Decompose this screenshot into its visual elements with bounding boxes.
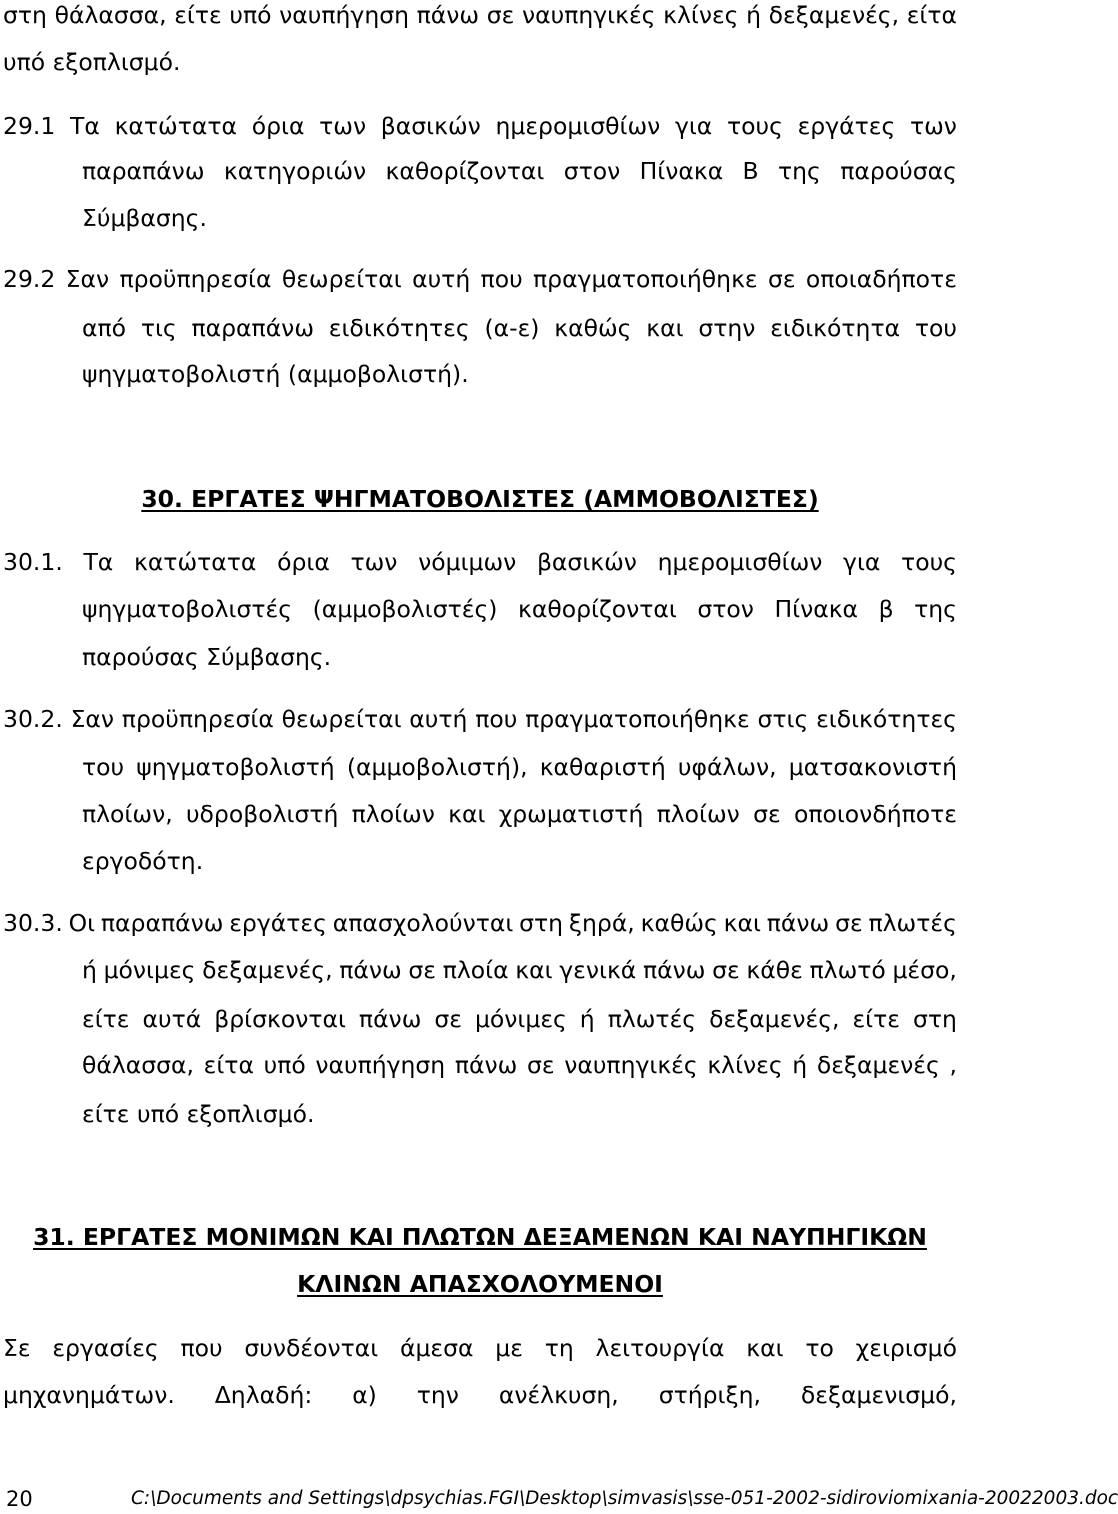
word: παραπάνω: [191, 314, 314, 342]
text-line: [82, 799, 957, 829]
word: του: [914, 314, 957, 342]
word: ειδικότητες: [816, 705, 957, 733]
word: το: [805, 1334, 834, 1362]
word: Δηλαδή:: [214, 1381, 313, 1409]
word: που: [480, 265, 523, 293]
word: κατώτατα: [114, 112, 238, 140]
word: πάνω: [766, 909, 830, 937]
word: ή: [82, 956, 97, 984]
word: καθορίζονται: [385, 157, 545, 185]
word: ή: [746, 1, 761, 29]
word: εργάτες: [229, 909, 327, 937]
word: πλωτό: [809, 956, 886, 984]
word: πλωτές: [868, 909, 957, 937]
word: από: [82, 314, 127, 342]
text-line: [3, 1380, 957, 1410]
word: που: [180, 1334, 223, 1362]
word: μόνιμες: [474, 1005, 567, 1033]
word: α): [352, 1381, 377, 1409]
word: ψηγματοβολιστές: [82, 595, 293, 623]
text-line: ψηγματοβολιστή (αμμοβολιστή).: [82, 360, 469, 388]
text-line: [82, 156, 957, 186]
word: σε: [767, 265, 796, 293]
word: καθώς: [640, 909, 718, 937]
text-line: [3, 111, 957, 141]
word: ανέλκυση,: [498, 1381, 619, 1409]
text-line: Σύμβασης.: [82, 204, 207, 232]
text-line: [82, 1050, 957, 1080]
word: οποιαδήποτε: [805, 265, 957, 293]
word: πλοίων,: [82, 800, 173, 828]
word: στη: [912, 1005, 957, 1033]
word: της: [778, 157, 821, 185]
word: βασικών: [536, 548, 637, 576]
word: είτα: [906, 1, 957, 29]
word: ειδικότητα: [770, 314, 901, 342]
word: του: [82, 753, 125, 781]
word: ημερομισθίων: [657, 548, 823, 576]
text-line: [3, 908, 957, 938]
word: ξηρά,: [568, 909, 635, 937]
word: προϋπηρεσία: [121, 705, 274, 733]
word: όρια: [277, 548, 330, 576]
word: ειδικότητες: [328, 314, 470, 342]
word: 29.1: [3, 112, 56, 140]
word: δεξαμενές,: [768, 1, 900, 29]
word: νόμιμων: [418, 548, 517, 576]
word: σε: [712, 956, 740, 984]
word: είτα: [203, 1051, 254, 1079]
word: πλοίων: [656, 800, 740, 828]
text-line: [82, 955, 957, 985]
word: χειρισμό: [855, 1334, 957, 1362]
word: Β: [742, 157, 759, 185]
word: σε: [526, 1051, 555, 1079]
word: ψηγματοβολιστή: [136, 753, 335, 781]
word: Πίνακα: [774, 595, 859, 623]
word: 30.2.: [3, 705, 63, 733]
text-line: [82, 1004, 957, 1034]
word: όρια: [251, 112, 305, 140]
word: πάνω: [416, 1, 480, 29]
word: χρωματιστή: [498, 800, 644, 828]
word: άμεσα: [399, 1334, 474, 1362]
word: Τα: [83, 548, 114, 576]
section-heading-text: 30. ΕΡΓΑΤΕΣ ΨΗΓΜΑΤΟΒΟΛΙΣΤΕΣ (ΑΜΜΟΒΟΛΙΣΤΕΣ): [141, 485, 819, 513]
word: ματσακονιστή: [788, 753, 957, 781]
word: παραπάνω: [82, 157, 205, 185]
word: είτε: [82, 1005, 130, 1033]
word: πλοία: [442, 956, 509, 984]
word: 30.3.: [3, 909, 63, 937]
word: ή: [579, 1005, 595, 1033]
word: κλίνες: [707, 1051, 783, 1079]
word: των: [350, 548, 398, 576]
text-line: υπό εξοπλισμό.: [3, 48, 181, 76]
word: που: [475, 705, 518, 733]
word: Οι: [68, 909, 96, 937]
word: τους: [727, 112, 783, 140]
word: την: [416, 1381, 459, 1409]
word: και: [746, 1334, 784, 1362]
page-number: 20: [6, 1487, 33, 1511]
word: πάνω: [339, 956, 402, 984]
word: και: [515, 956, 553, 984]
text-line: [3, 0, 957, 30]
word: και: [448, 800, 486, 828]
word: για: [674, 112, 713, 140]
word: Τα: [70, 112, 100, 140]
word: της: [914, 595, 957, 623]
word: (αμμοβολιστές): [312, 595, 498, 623]
text-line: εργοδότη.: [82, 847, 204, 875]
word: πραγματοποιήθηκε: [525, 705, 750, 733]
word: αυτή: [412, 265, 471, 293]
word: σε: [434, 1005, 462, 1033]
section-heading: [0, 1269, 960, 1299]
word: καθορίζονται: [518, 595, 677, 623]
word: στη: [3, 1, 47, 29]
word: 30.1.: [3, 548, 63, 576]
text-line: [3, 264, 957, 294]
text-line: παρούσας Σύμβασης.: [82, 643, 332, 671]
word: θεωρείται: [281, 705, 402, 733]
word: πραγματοποιήθηκε: [533, 265, 758, 293]
text-line: [82, 594, 957, 624]
word: συνδέονται: [244, 1334, 379, 1362]
word: στήριξη,: [658, 1381, 761, 1409]
word: δεξαμενές,: [202, 956, 333, 984]
text-line: [3, 1333, 957, 1363]
word: σε: [753, 800, 781, 828]
word: κάθε: [746, 956, 803, 984]
text-line: [3, 547, 957, 577]
word: εργασίες: [52, 1334, 159, 1362]
word: σε: [835, 909, 863, 937]
word: δεξαμενισμό,: [800, 1381, 957, 1409]
word: ναυπήγηση: [279, 1, 410, 29]
word: είτε: [852, 1005, 900, 1033]
document-path: C:\Documents and Settings\dpsychias.FGI\Desktop\simvasis\sse-051-2002-sidiroviomixania-20022003.doc: [131, 1488, 1118, 1509]
word: μόνιμες: [103, 956, 196, 984]
section-heading-text: 31. ΕΡΓΑΤΕΣ ΜΟΝΙΜΩΝ ΚΑΙ ΠΛΩΤΩΝ ΔΕΞΑΜΕΝΩΝ ΚΑΙ ΝΑΥΠΗΓΙΚΩΝ: [33, 1223, 927, 1251]
word: Πίνακα: [639, 157, 724, 185]
word: ναυπηγικές: [522, 1, 656, 29]
word: τους: [901, 548, 957, 576]
word: τις: [140, 314, 177, 342]
text-line: είτε υπό εξοπλισμό.: [82, 1100, 315, 1128]
word: στη: [519, 909, 564, 937]
word: των: [909, 112, 957, 140]
word: παραπάνω: [100, 909, 224, 937]
word: κλίνες: [663, 1, 739, 29]
word: απασχολούνται: [332, 909, 514, 937]
word: υπό: [263, 1051, 306, 1079]
word: ή: [792, 1051, 808, 1079]
word: δεξαμενές,: [709, 1005, 840, 1033]
word: αυτά: [142, 1005, 202, 1033]
word: 29.2: [3, 265, 56, 293]
word: βασικών: [380, 112, 481, 140]
word: των: [319, 112, 367, 140]
word: μηχανημάτων.: [3, 1381, 175, 1409]
word: κατώτατα: [133, 548, 257, 576]
word: με: [495, 1334, 523, 1362]
word: στον: [697, 595, 754, 623]
word: υδροβολιστή: [185, 800, 339, 828]
word: υφάλων,: [677, 753, 777, 781]
word: αυτή: [409, 705, 468, 733]
section-heading: [0, 484, 960, 514]
word: πάνω: [358, 1005, 422, 1033]
word: τη: [544, 1334, 574, 1362]
word: Σαν: [65, 265, 110, 293]
word: ημερομισθίων: [495, 112, 661, 140]
word: παρούσας: [840, 157, 957, 185]
word: β: [878, 595, 894, 623]
word: δεξαμενές: [816, 1051, 940, 1079]
word: πλωτές: [607, 1005, 697, 1033]
word: και: [646, 314, 684, 342]
word: στον: [563, 157, 621, 185]
word: βρίσκονται: [214, 1005, 346, 1033]
text-line: [3, 704, 957, 734]
word: Σαν: [70, 705, 115, 733]
word: υπό: [229, 1, 272, 29]
section-heading: [0, 1222, 960, 1252]
word: πλοίων: [351, 800, 435, 828]
section-heading-text: ΚΛΙΝΩΝ ΑΠΑΣΧΟΛΟΥΜΕΝΟΙ: [297, 1270, 663, 1298]
word: ,: [949, 1051, 957, 1079]
word: πάνω: [642, 956, 706, 984]
word: οποιονδήποτε: [793, 800, 957, 828]
word: για: [843, 548, 881, 576]
word: θάλασσα,: [54, 1, 167, 29]
word: λειτουργία: [595, 1334, 725, 1362]
word: σε: [486, 1, 515, 29]
text-line: [82, 752, 957, 782]
word: θεωρείται: [281, 265, 402, 293]
word: καθαριστή: [539, 753, 666, 781]
word: προϋπηρεσία: [119, 265, 272, 293]
word: (αμμοβολιστή),: [346, 753, 528, 781]
word: στην: [698, 314, 756, 342]
word: (α-ε): [484, 314, 540, 342]
text-line: [82, 313, 957, 343]
word: θάλασσα,: [82, 1051, 195, 1079]
word: σε: [408, 956, 436, 984]
word: και: [723, 909, 761, 937]
word: είτε: [174, 1, 222, 29]
word: καθώς: [554, 314, 632, 342]
word: Σε: [3, 1334, 31, 1362]
word: ναυπήγηση: [315, 1051, 446, 1079]
word: πάνω: [454, 1051, 518, 1079]
word: ναυπηγικές: [564, 1051, 698, 1079]
word: εργάτες: [797, 112, 896, 140]
word: στις: [757, 705, 809, 733]
word: κατηγοριών: [223, 157, 367, 185]
word: μέσο,: [892, 956, 957, 984]
word: γενικά: [559, 956, 637, 984]
